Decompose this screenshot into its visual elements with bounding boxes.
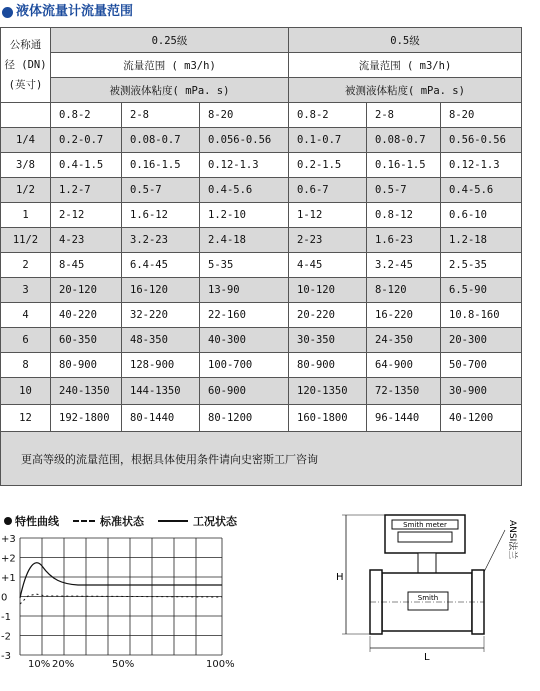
flow-value-cell: 1-12: [289, 203, 367, 228]
y-tick-label: -1: [1, 612, 11, 623]
grade-025-header: 0.25级: [51, 28, 289, 53]
legend-working: 工况状态: [158, 513, 237, 529]
flow-value-cell: 0.08-0.7: [367, 128, 441, 153]
flow-value-cell: 60-900: [200, 378, 289, 405]
grade-05-header: 0.5级: [289, 28, 522, 53]
flow-value-cell: 40-220: [51, 303, 122, 328]
y-tick-label: -2: [1, 631, 11, 643]
working-curve: [20, 563, 222, 598]
x-tick-label: 50%: [112, 659, 135, 670]
flow-value-cell: 8-120: [367, 278, 441, 303]
table-row: [1, 253, 522, 278]
flow-value-cell: 0.1-0.7: [289, 128, 367, 153]
flow-range-table: [0, 27, 522, 486]
flow-value-cell: 2.4-18: [200, 228, 289, 253]
flow-value-cell: 0.5-7: [122, 178, 200, 203]
table-row: [1, 278, 522, 303]
flow-value-cell: 0.6-7: [289, 178, 367, 203]
flow-value-cell: 20-120: [51, 278, 122, 303]
flow-value-cell: 0.16-1.5: [367, 153, 441, 178]
flow-value-cell: 10.8-160: [441, 303, 522, 328]
flange-label: ANSI法兰: [507, 520, 517, 560]
flow-value-cell: 0.2-0.7: [51, 128, 122, 153]
section-title: [2, 3, 133, 21]
bullet-icon: [4, 517, 12, 525]
flow-value-cell: 60-350: [51, 328, 122, 353]
table-row: [1, 203, 522, 228]
dn-cell: 1/2: [1, 178, 51, 203]
characteristic-curve-chart: [0, 530, 260, 690]
table-row: [1, 378, 522, 405]
flow-value-cell: 30-900: [441, 378, 522, 405]
flow-value-cell: 16-120: [122, 278, 200, 303]
flow-value-cell: 3.2-45: [367, 253, 441, 278]
flow-value-cell: 32-220: [122, 303, 200, 328]
flow-value-cell: 0.56-0.56: [441, 128, 522, 153]
flow-value-cell: 0.8-12: [367, 203, 441, 228]
table-row: [1, 405, 522, 432]
flow-value-cell: 1.2-18: [441, 228, 522, 253]
flow-value-cell: 22-160: [200, 303, 289, 328]
flow-value-cell: 80-900: [51, 353, 122, 378]
viscosity-range: 8-20: [441, 103, 522, 128]
flow-value-cell: 2-12: [51, 203, 122, 228]
flow-value-cell: 8-45: [51, 253, 122, 278]
flow-value-cell: 1.6-12: [122, 203, 200, 228]
flow-label: 流量范围 ( m3/h): [51, 53, 289, 78]
x-tick-label: 100%: [206, 659, 235, 670]
flow-value-cell: 1.2-10: [200, 203, 289, 228]
table-row: [1, 353, 522, 378]
flow-value-cell: 240-1350: [51, 378, 122, 405]
flow-value-cell: 5-35: [200, 253, 289, 278]
flow-value-cell: 1.2-7: [51, 178, 122, 203]
meter-dimension-drawing: [330, 500, 540, 691]
flow-value-cell: 192-1800: [51, 405, 122, 432]
flow-value-cell: 120-1350: [289, 378, 367, 405]
flow-value-cell: 30-350: [289, 328, 367, 353]
standard-curve: [20, 594, 222, 604]
x-tick-label: 10%: [28, 659, 51, 670]
flow-value-cell: 80-1200: [200, 405, 289, 432]
legend-standard: 标准状态: [73, 513, 144, 529]
flow-value-cell: 3.2-23: [122, 228, 200, 253]
dn-cell: 1/4: [1, 128, 51, 153]
viscosity-range: 8-20: [200, 103, 289, 128]
flow-value-cell: 144-1350: [122, 378, 200, 405]
table-row: [1, 128, 522, 153]
flow-value-cell: 0.4-1.5: [51, 153, 122, 178]
flow-value-cell: 4-45: [289, 253, 367, 278]
flow-value-cell: 20-300: [441, 328, 522, 353]
flow-value-cell: 20-220: [289, 303, 367, 328]
flow-value-cell: 0.6-10: [441, 203, 522, 228]
flow-value-cell: 0.5-7: [367, 178, 441, 203]
flow-value-cell: 2.5-35: [441, 253, 522, 278]
dn-header: 公称通 径 (DN) (英寸): [1, 28, 51, 103]
y-tick-label: +3: [1, 534, 16, 545]
flow-value-cell: 160-1800: [289, 405, 367, 432]
dn-cell: 8: [1, 353, 51, 378]
y-tick-label: +2: [1, 553, 16, 565]
chart-title: 特性曲线: [15, 515, 59, 528]
y-tick-label: +1: [1, 573, 16, 584]
y-tick-label: 0: [1, 592, 8, 604]
dn-cell: 12: [1, 405, 51, 432]
y-tick-label: -3: [1, 651, 11, 662]
note: 更高等级的流量范围，根据具体使用条件请向史密斯工厂咨询: [1, 432, 522, 486]
flow-label: 流量范围 ( m3/h): [289, 53, 522, 78]
viscosity-range: 0.8-2: [289, 103, 367, 128]
flow-value-cell: 48-350: [122, 328, 200, 353]
flow-value-cell: 96-1440: [367, 405, 441, 432]
table-row: [1, 328, 522, 353]
flow-value-cell: 0.2-1.5: [289, 153, 367, 178]
flow-value-cell: 6.4-45: [122, 253, 200, 278]
flow-value-cell: 128-900: [122, 353, 200, 378]
flow-value-cell: 40-300: [200, 328, 289, 353]
dn-cell: 2: [1, 253, 51, 278]
viscosity-range: 2-8: [122, 103, 200, 128]
flow-value-cell: 0.056-0.56: [200, 128, 289, 153]
flow-value-cell: 10-120: [289, 278, 367, 303]
viscosity-label: 被测液体粘度( mPa. s): [51, 78, 289, 103]
plate-label: Smith: [417, 594, 439, 602]
bullet-icon: [2, 7, 13, 18]
table-row: [1, 228, 522, 253]
flow-value-cell: 80-1440: [122, 405, 200, 432]
flow-value-cell: 16-220: [367, 303, 441, 328]
flow-value-cell: 1.6-23: [367, 228, 441, 253]
dn-cell: 6: [1, 328, 51, 353]
flow-value-cell: 64-900: [367, 353, 441, 378]
flow-value-cell: 72-1350: [367, 378, 441, 405]
flow-value-cell: 0.4-5.6: [441, 178, 522, 203]
flow-value-cell: 13-90: [200, 278, 289, 303]
flow-value-cell: 4-23: [51, 228, 122, 253]
dn-cell: 4: [1, 303, 51, 328]
flow-value-cell: 0.08-0.7: [122, 128, 200, 153]
flow-value-cell: 24-350: [367, 328, 441, 353]
flow-value-cell: 6.5-90: [441, 278, 522, 303]
flow-value-cell: 40-1200: [441, 405, 522, 432]
flow-value-cell: 2-23: [289, 228, 367, 253]
x-tick-label: 20%: [52, 659, 75, 670]
flow-value-cell: 80-900: [289, 353, 367, 378]
chart-header: [4, 513, 237, 529]
section-title-text: 液体流量计流量范围: [16, 4, 134, 19]
flow-value-cell: 0.16-1.5: [122, 153, 200, 178]
l-label: L: [424, 652, 430, 663]
flow-value-cell: 100-700: [200, 353, 289, 378]
dn-cell: 3/8: [1, 153, 51, 178]
table-row: [1, 178, 522, 203]
dn-cell: 10: [1, 378, 51, 405]
dn-cell: 3: [1, 278, 51, 303]
dn-cell: 1: [1, 203, 51, 228]
viscosity-corner: [1, 103, 51, 128]
h-label: H: [336, 572, 344, 583]
viscosity-label: 被测液体粘度( mPa. s): [289, 78, 522, 103]
table-row: [1, 153, 522, 178]
flow-value-cell: 0.4-5.6: [200, 178, 289, 203]
flow-value-cell: 0.12-1.3: [200, 153, 289, 178]
viscosity-range: 0.8-2: [51, 103, 122, 128]
dn-cell: 11/2: [1, 228, 51, 253]
table-row: [1, 303, 522, 328]
meter-label: Smith meter: [403, 521, 447, 529]
flow-value-cell: 0.12-1.3: [441, 153, 522, 178]
flow-value-cell: 50-700: [441, 353, 522, 378]
viscosity-range: 2-8: [367, 103, 441, 128]
